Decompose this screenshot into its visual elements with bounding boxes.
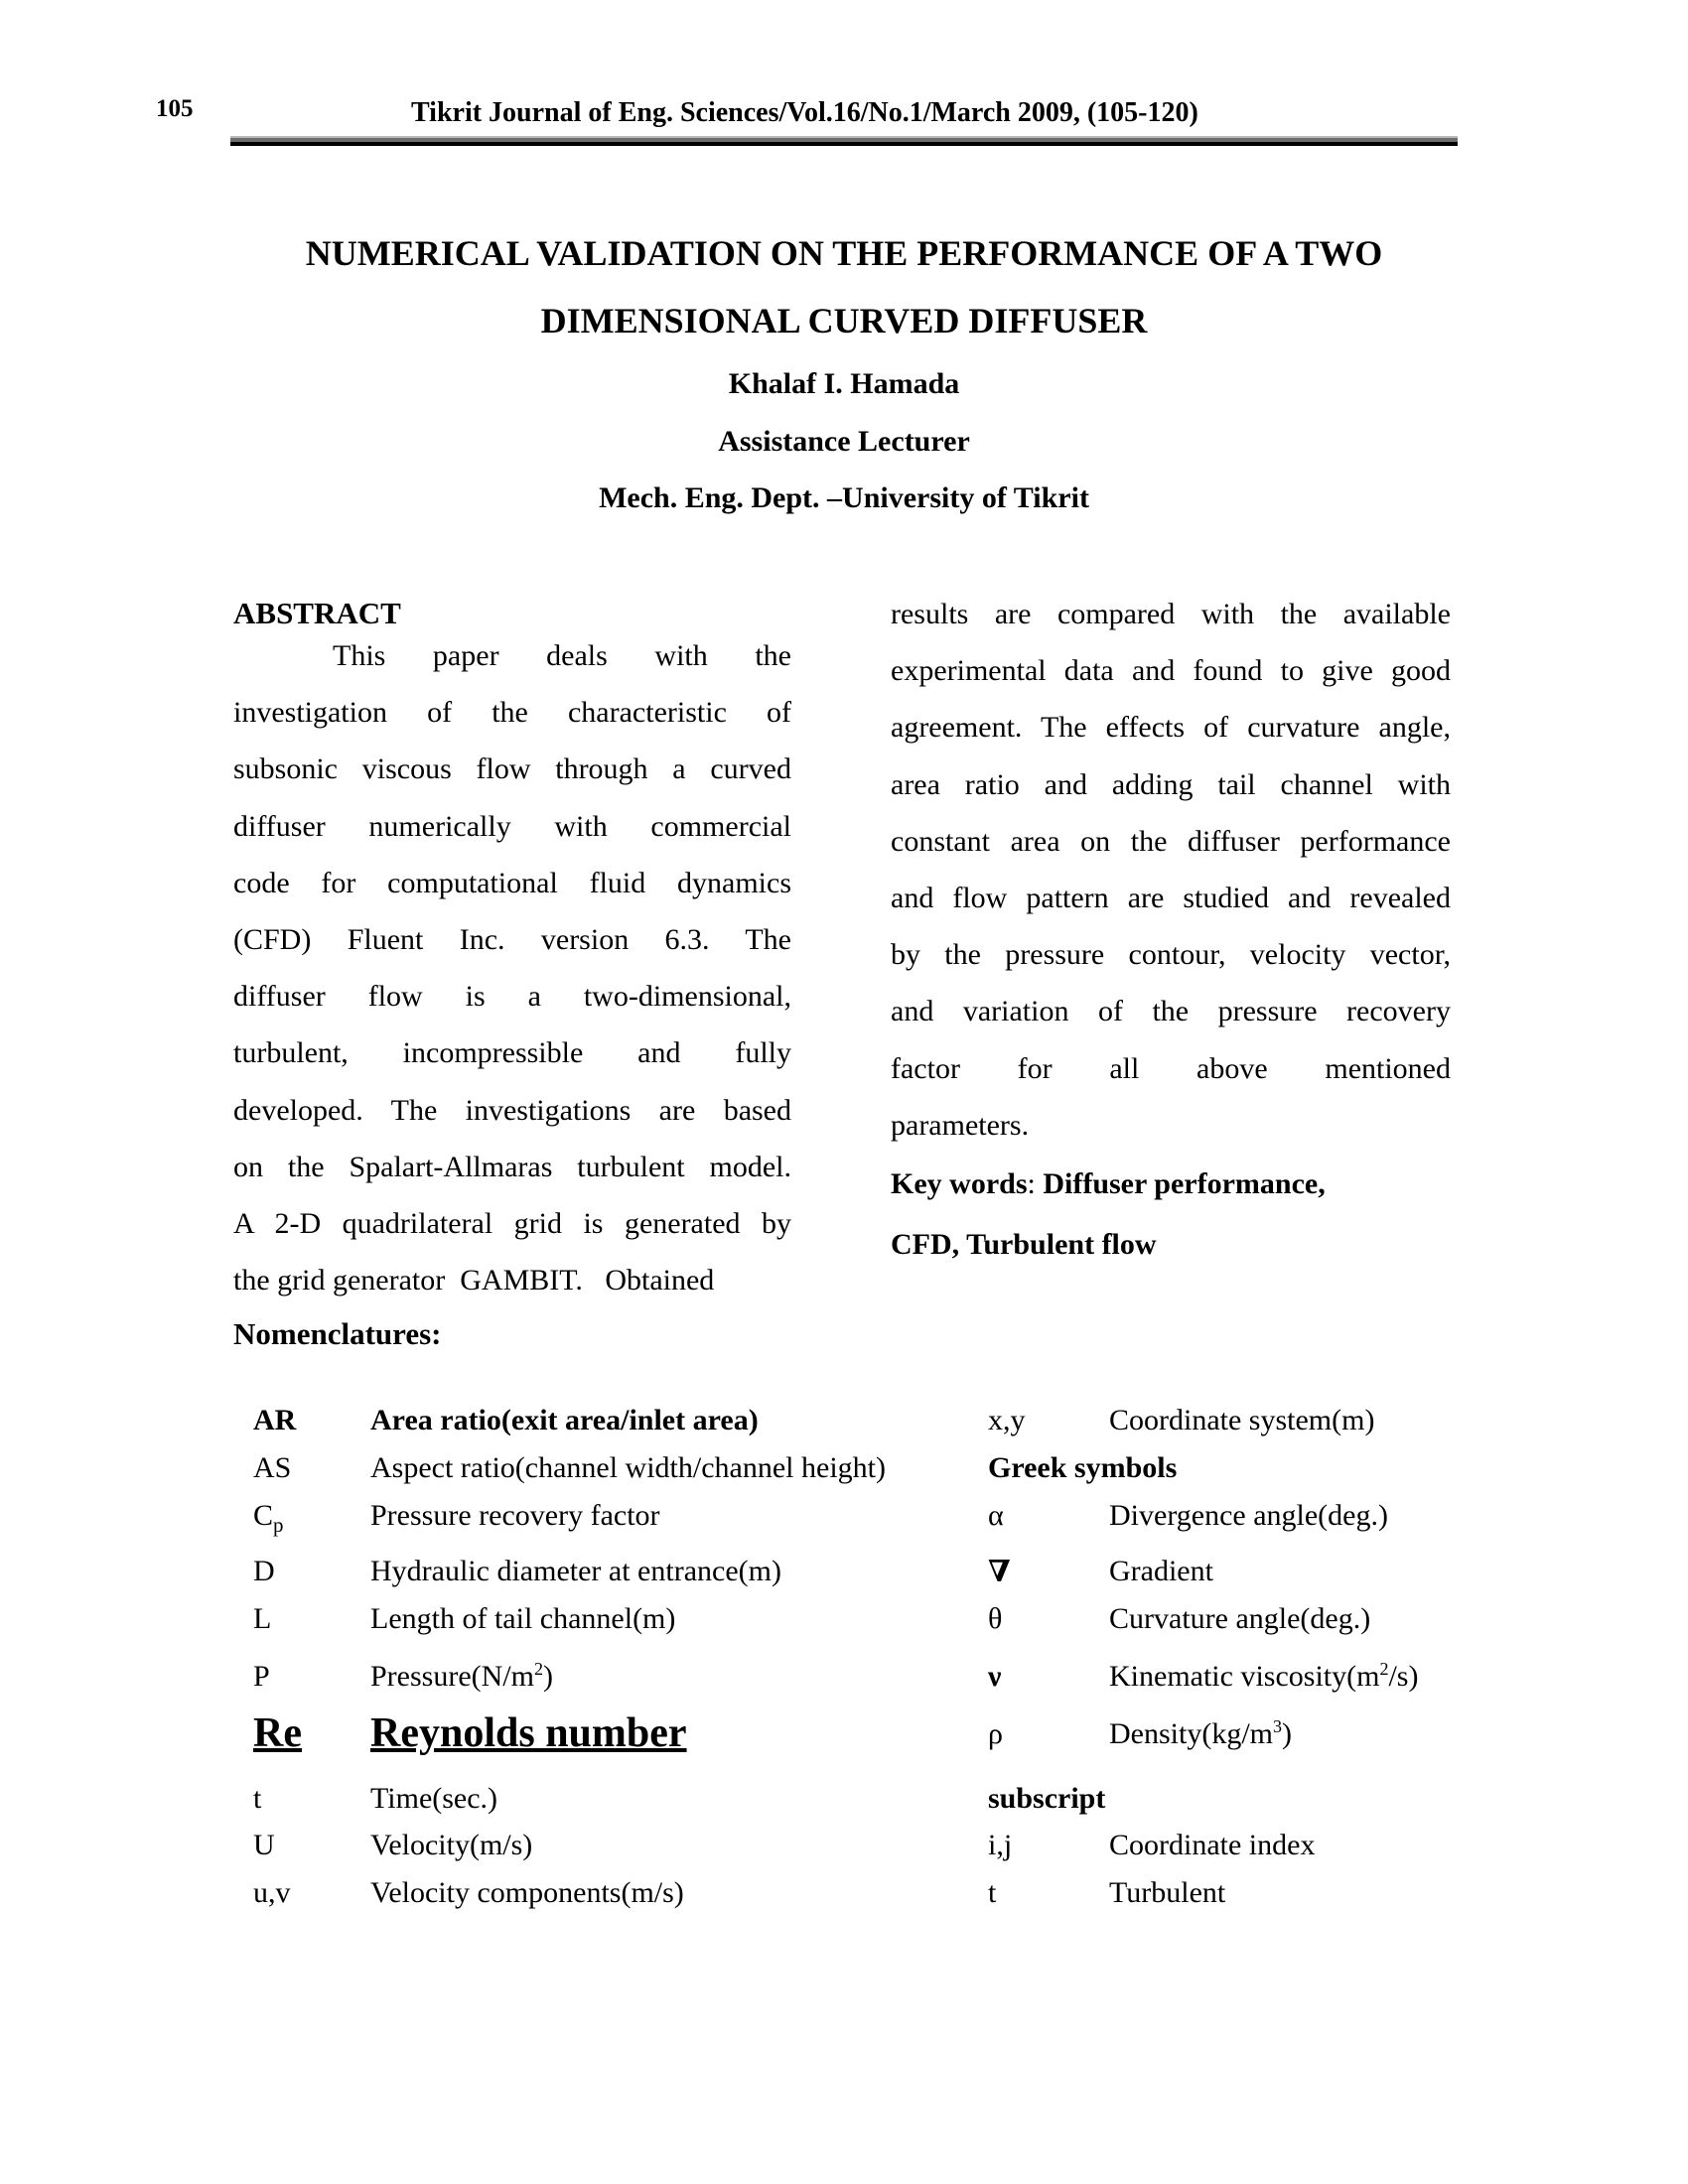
nomenclature-symbol: P (253, 1660, 270, 1693)
abstract-line: on the Spalart-Allmaras turbulent model. (233, 1150, 791, 1183)
keywords-label: Key words (891, 1166, 1028, 1200)
nomenclature-desc: Turbulent (1109, 1876, 1226, 1909)
abstract-line: and variation of the pressure recovery (891, 995, 1451, 1028)
abstract-line: A 2-D quadrilateral grid is generated by (233, 1206, 791, 1240)
abstract-line: turbulent, incompressible and fully (233, 1036, 791, 1070)
abstract-line: This paper deals with the (333, 639, 791, 672)
nomenclature-desc (1109, 1660, 1418, 1694)
nomenclature-desc: Hydraulic diameter at entrance(m) (370, 1555, 781, 1587)
nomenclature-desc: Divergence angle(deg.) (1109, 1499, 1388, 1532)
abstract-line: area ratio and adding tail channel with (891, 767, 1451, 801)
abstract-line: diffuser numerically with commercial (233, 809, 791, 843)
nomenclature-desc: Pressure recovery factor (370, 1499, 660, 1532)
abstract-line: factor for all above mentioned (891, 1051, 1451, 1085)
nomenclature-symbol: AR (253, 1404, 297, 1436)
journal-header: Tikrit Journal of Eng. Sciences/Vol.16/No.1/March 2009, (105-120) (411, 97, 1198, 128)
theta-symbol: θ (988, 1602, 1003, 1635)
nomenclature-symbol: i,j (988, 1829, 1013, 1861)
symbol-base: C (253, 1499, 274, 1532)
abstract-line: results are compared with the available (891, 598, 1451, 630)
abstract-line: constant area on the diffuser performance (891, 824, 1451, 858)
nomenclature-desc: Time(sec.) (370, 1782, 498, 1815)
desc-end: ) (1282, 1717, 1292, 1750)
abstract-line: parameters. (891, 1108, 1030, 1142)
keywords-values-1: Diffuser performance, (1035, 1166, 1326, 1200)
abstract-line: subsonic viscous flow through a curved (233, 752, 791, 786)
nomenclature-heading: Nomenclatures: (233, 1316, 442, 1351)
nomenclature-desc (370, 1660, 553, 1694)
symbol-subscript: p (273, 1513, 284, 1537)
desc-superscript: 3 (1273, 1716, 1282, 1736)
nomenclature-symbol: u,v (253, 1876, 291, 1909)
nomenclature-symbol: Re (253, 1710, 302, 1756)
nomenclature-desc: Velocity components(m/s) (370, 1876, 684, 1909)
author-affiliation: Mech. Eng. Dept. –University of Tikrit (599, 481, 1089, 514)
abstract-line: the grid generator GAMBIT. Obtained (233, 1264, 715, 1297)
paper-title-line-2: DIMENSIONAL CURVED DIFFUSER (540, 301, 1148, 341)
abstract-line: (CFD) Fluent Inc. version 6.3. The (233, 922, 791, 956)
nomenclature-desc: Coordinate index (1109, 1829, 1316, 1861)
nomenclature-symbol: x,y (988, 1404, 1026, 1436)
abstract-line: developed. The investigations are based (233, 1093, 791, 1127)
greek-symbols-heading: Greek symbols (988, 1451, 1178, 1484)
abstract-heading: ABSTRACT (233, 596, 401, 630)
page-number: 105 (156, 95, 194, 122)
subscript-heading: subscript (988, 1782, 1106, 1815)
keywords-values-2: CFD, Turbulent flow (891, 1227, 1157, 1261)
nomenclature-desc: Reynolds number (370, 1710, 687, 1756)
nomenclature-symbol: D (253, 1555, 275, 1587)
abstract-left-column (233, 627, 791, 1308)
abstract-line: diffuser flow is a two-dimensional, (233, 980, 791, 1014)
nomenclature-desc (1109, 1717, 1292, 1751)
abstract-line: experimental data and found to give good (891, 654, 1451, 688)
abstract-line: investigation of the characteristic of (233, 696, 791, 730)
nomenclature-desc: Aspect ratio(channel width/channel height) (370, 1451, 886, 1484)
nomenclature-symbol: U (253, 1829, 275, 1861)
abstract-right-column (891, 586, 1451, 1275)
nomenclature-symbol (253, 1499, 284, 1537)
rho-symbol: ρ (988, 1717, 1003, 1750)
keywords-line-1 (891, 1154, 1451, 1214)
nomenclature-desc: Velocity(m/s) (370, 1829, 533, 1861)
abstract-line: agreement. The effects of curvature angle, (891, 711, 1451, 745)
desc-end: /s) (1388, 1660, 1419, 1693)
nomenclature-desc: Curvature angle(deg.) (1109, 1602, 1371, 1635)
nomenclature-symbol: AS (253, 1451, 292, 1484)
paper-title-line-1: NUMERICAL VALIDATION ON THE PERFORMANCE OF A TWO (305, 233, 1383, 273)
author-name: Khalaf I. Hamada (728, 367, 960, 400)
desc-text: Density(kg/m (1109, 1717, 1273, 1750)
desc-text: Kinematic viscosity(m (1109, 1660, 1380, 1693)
nomenclature-symbol: t (253, 1782, 262, 1815)
desc-text: Pressure(N/m (370, 1660, 534, 1693)
nomenclature-desc: Area ratio(exit area/inlet area) (370, 1404, 759, 1436)
nomenclature-desc: Gradient (1109, 1555, 1213, 1587)
abstract-line: and flow pattern are studied and revealed (891, 881, 1451, 914)
author-position: Assistance Lecturer (718, 425, 970, 458)
desc-superscript: 2 (1379, 1659, 1389, 1679)
header-rule (230, 136, 1458, 146)
nu-symbol: ν (988, 1660, 1002, 1693)
abstract-line: code for computational fluid dynamics (233, 866, 791, 899)
alpha-symbol: α (988, 1499, 1004, 1532)
nomenclature-symbol: L (253, 1602, 272, 1635)
nomenclature-symbol: t (988, 1876, 997, 1909)
desc-end: ) (542, 1660, 553, 1693)
nomenclature-desc: Length of tail channel(m) (370, 1602, 676, 1635)
keywords-colon: : (1027, 1166, 1036, 1200)
desc-superscript: 2 (533, 1659, 543, 1679)
abstract-line: by the pressure contour, velocity vector, (891, 938, 1451, 972)
nabla-icon: ∇ (988, 1556, 1011, 1588)
nomenclature-desc: Coordinate system(m) (1109, 1404, 1375, 1436)
